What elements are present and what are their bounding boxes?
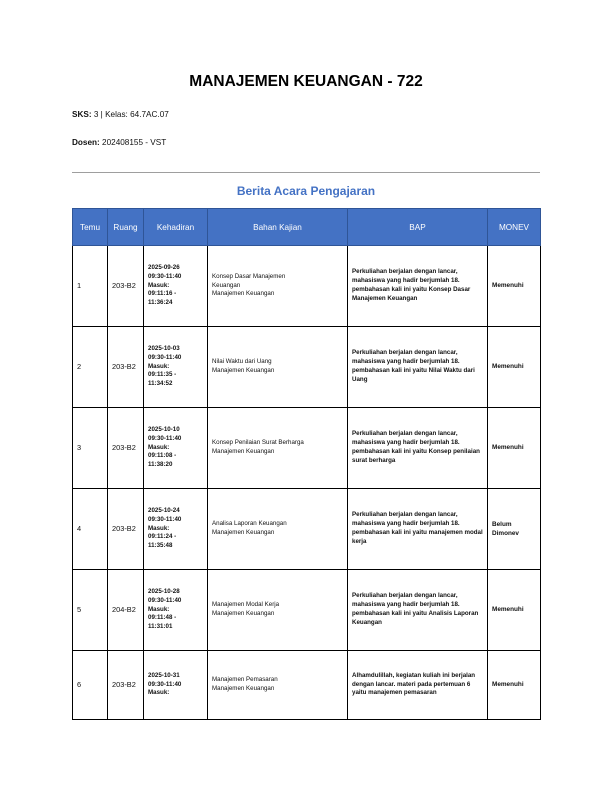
cell-bahan-kajian: Manajemen Modal Kerja Manajemen Keuangan xyxy=(208,570,348,651)
table-row xyxy=(73,651,541,720)
cell-bahan-kajian: Konsep Dasar Manajemen Keuangan Manajemen Keuangan xyxy=(208,246,348,327)
cell-kehadiran: 2025-10-31 09:30-11:40 Masuk: xyxy=(144,651,208,720)
cell-kehadiran: 2025-10-10 09:30-11:40 Masuk: 09:11:08 - 11:38:20 xyxy=(144,408,208,489)
cell-monev: Memenuhi xyxy=(488,651,541,720)
cell-bap: Alhamdulillah, kegiatan kuliah ini berjalan dengan lancar. materi pada pertemuan 6 yaitu manajemen pemasaran xyxy=(348,651,488,720)
table-row xyxy=(73,408,541,489)
sks-class-value: 3 | Kelas: 64.7AC.07 xyxy=(93,110,169,119)
cell-temu: 4 xyxy=(73,489,108,570)
header-ruang: Ruang xyxy=(108,209,144,246)
cell-bap: Perkuliahan berjalan dengan lancar, mahasiswa yang hadir berjumlah 18. pembahasan kali ini yaitu Konsep penilaian surat berharga xyxy=(348,408,488,489)
horizontal-divider xyxy=(72,172,540,173)
sks-class-line xyxy=(72,110,169,119)
cell-temu: 5 xyxy=(73,570,108,651)
header-monev: MONEV xyxy=(488,209,541,246)
cell-monev: Belum Dimonev xyxy=(488,489,541,570)
cell-ruang: 203-B2 xyxy=(108,651,144,720)
cell-bap: Perkuliahan berjalan dengan lancar, mahasiswa yang hadir berjumlah 18. pembahasan kali ini yaitu Nilai Waktu dari Uang xyxy=(348,327,488,408)
table-row xyxy=(73,570,541,651)
lecturer-value: 202408155 - VST xyxy=(102,138,167,147)
lecturer-line xyxy=(72,138,166,147)
sks-label: SKS: xyxy=(72,110,92,119)
cell-bahan-kajian: Manajemen Pemasaran Manajemen Keuangan xyxy=(208,651,348,720)
cell-temu: 2 xyxy=(73,327,108,408)
cell-bap: Perkuliahan berjalan dengan lancar, mahasiswa yang hadir berjumlah 18. pembahasan kali ini yaitu manajemen modal kerja xyxy=(348,489,488,570)
header-bahan-kajian: Bahan Kajian xyxy=(208,209,348,246)
cell-bap: Perkuliahan berjalan dengan lancar, mahasiswa yang hadir berjumlah 18. pembahasan kali ini yaitu Analisis Laporan Keuangan xyxy=(348,570,488,651)
table-header-row xyxy=(73,209,541,246)
cell-temu: 3 xyxy=(73,408,108,489)
lecturer-label: Dosen: xyxy=(72,138,100,147)
cell-kehadiran: 2025-10-03 09:30-11:40 Masuk: 09:11:35 - 11:34:52 xyxy=(144,327,208,408)
cell-monev: Memenuhi xyxy=(488,246,541,327)
cell-monev: Memenuhi xyxy=(488,408,541,489)
cell-ruang: 203-B2 xyxy=(108,489,144,570)
cell-ruang: 203-B2 xyxy=(108,327,144,408)
cell-temu: 6 xyxy=(73,651,108,720)
header-bap: BAP xyxy=(348,209,488,246)
table-row xyxy=(73,327,541,408)
table-row xyxy=(73,246,541,327)
cell-monev: Memenuhi xyxy=(488,570,541,651)
cell-monev: Memenuhi xyxy=(488,327,541,408)
cell-ruang: 203-B2 xyxy=(108,246,144,327)
cell-kehadiran: 2025-10-28 09:30-11:40 Masuk: 09:11:48 - 11:31:01 xyxy=(144,570,208,651)
cell-ruang: 203-B2 xyxy=(108,408,144,489)
header-temu: Temu xyxy=(73,209,108,246)
cell-bap: Perkuliahan berjalan dengan lancar, mahasiswa yang hadir berjumlah 18. pembahasan kali ini yaitu Konsep Dasar Manajemen Keuangan xyxy=(348,246,488,327)
teaching-record-table xyxy=(72,208,541,720)
cell-bahan-kajian: Konsep Penilaian Surat Berharga Manajemen Keuangan xyxy=(208,408,348,489)
cell-temu: 1 xyxy=(73,246,108,327)
cell-bahan-kajian: Nilai Waktu dari Uang Manajemen Keuangan xyxy=(208,327,348,408)
document-title: MANAJEMEN KEUANGAN - 722 xyxy=(189,73,423,90)
cell-kehadiran: 2025-09-26 09:30-11:40 Masuk: 09:11:16 - 11:36:24 xyxy=(144,246,208,327)
header-kehadiran: Kehadiran xyxy=(144,209,208,246)
cell-ruang: 204-B2 xyxy=(108,570,144,651)
table-row xyxy=(73,489,541,570)
cell-bahan-kajian: Analisa Laporan Keuangan Manajemen Keuangan xyxy=(208,489,348,570)
cell-kehadiran: 2025-10-24 09:30-11:40 Masuk: 09:11:24 - 11:35:48 xyxy=(144,489,208,570)
section-title: Berita Acara Pengajaran xyxy=(236,184,376,198)
